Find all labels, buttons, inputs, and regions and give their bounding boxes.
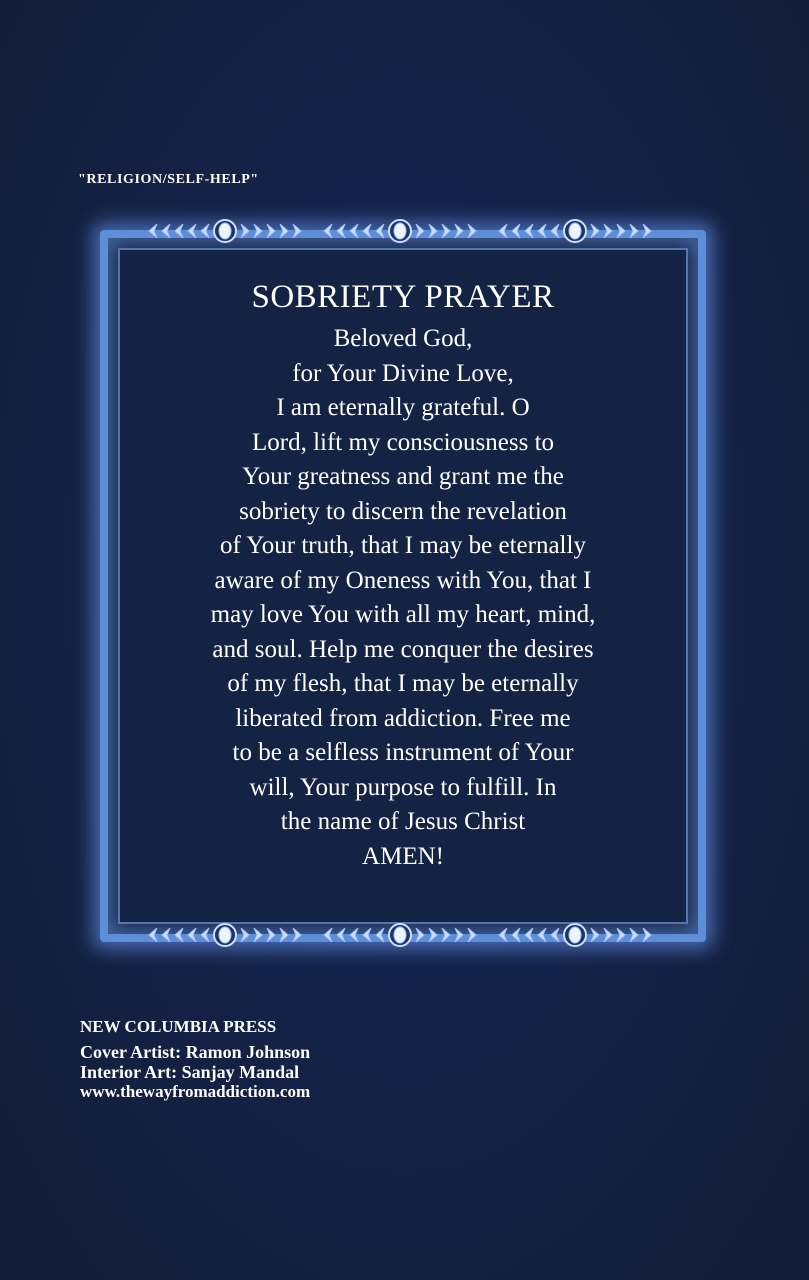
prayer-line: liberated from addiction. Free me (235, 704, 571, 732)
prayer-title: SOBRIETY PRAYER (251, 279, 555, 315)
prayer-text (150, 272, 656, 874)
prayer-line: the name of Jesus Christ (280, 808, 526, 835)
prayer-line: I am eternally grateful. O (276, 394, 530, 421)
category-label: "RELIGION/SELF-HELP" (78, 172, 259, 187)
prayer-line: will, Your purpose to fulfill. In (249, 773, 557, 801)
publisher-name: NEW COLUMBIA PRESS (80, 1017, 277, 1036)
interior-art-credit: Interior Art: Sanjay Mandal (80, 1062, 300, 1082)
prayer-line: AMEN! (362, 842, 444, 870)
prayer-line: to be a selfless instrument of Your (232, 739, 574, 766)
prayer-line: aware of my Oneness with You, that I (214, 566, 592, 594)
prayer-line: Beloved God, (333, 325, 473, 352)
ornament-bottom-icon (130, 922, 670, 948)
prayer-line: may love You with all my heart, mind, (210, 601, 596, 628)
prayer-line: Lord, lift my consciousness to (251, 428, 555, 456)
credits-block (80, 1016, 310, 1102)
cover-artist-credit: Cover Artist: Ramon Johnson (80, 1042, 311, 1062)
prayer-line: sobriety to discern the revelation (239, 497, 567, 525)
ornament-top-icon (130, 218, 670, 244)
prayer-line: of my flesh, that I may be eternally (227, 670, 579, 697)
prayer-line: of Your truth, that I may be eternally (220, 532, 586, 559)
prayer-line: for Your Divine Love, (292, 359, 514, 387)
website-url: www.thewayfromaddiction.com (80, 1082, 311, 1101)
prayer-line: and soul. Help me conquer the desires (212, 635, 594, 663)
prayer-line: Your greatness and grant me the (242, 463, 564, 490)
